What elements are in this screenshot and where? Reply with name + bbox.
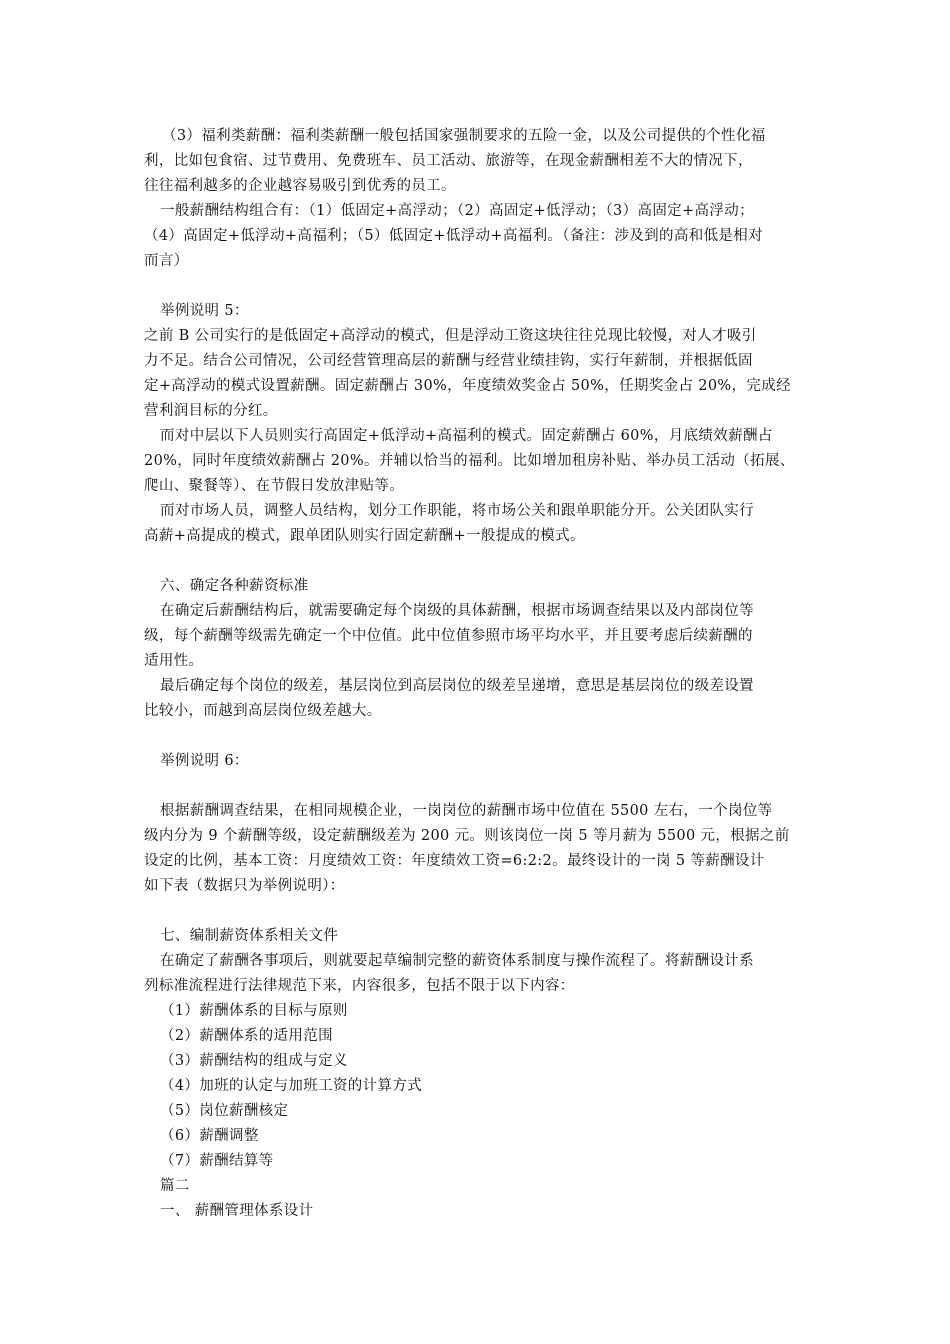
section-heading: 一、 薪酬管理体系设计 [160, 1203, 314, 1219]
paragraph-line: （3）福利类薪酬：福利类薪酬一般包括国家强制要求的五险一金，以及公司提供的个性化福 [162, 128, 766, 144]
list-item: （5）岗位薪酬核定 [160, 1103, 289, 1119]
section-heading: 举例说明 5： [160, 303, 249, 319]
paragraph-line: 设定的比例，基本工资：月度绩效工资：年度绩效工资=6:2:2。最终设计的一岗 5 等薪酬设计 [144, 853, 765, 869]
paragraph-line: 利，比如包食宿、过节费用、免费班车、员工活动、旅游等，在现金薪酬相差不大的情况下， [144, 153, 753, 169]
paragraph-line: 列标准流程进行法律规范下来，内容很多，包括不限于以下内容： [144, 978, 575, 994]
list-item: （6）薪酬调整 [160, 1128, 259, 1144]
section-heading: 七、编制薪资体系相关文件 [160, 928, 339, 944]
section-heading: 举例说明 6： [160, 753, 249, 769]
paragraph-line: 最后确定每个岗位的级差，基层岗位到高层岗位的级差呈递增，意思是基层岗位的级差设置 [160, 678, 754, 694]
paragraph-line: （4）高固定+低浮动+高福利；（5）低固定+低浮动+高福利。（备注：涉及到的高和低是相对 [144, 228, 763, 244]
paragraph-line: 而言） [144, 253, 189, 269]
paragraph-line: 营利润目标的分红。 [144, 403, 278, 419]
paragraph-line: 力不足。结合公司情况，公司经营管理高层的薪酬与经营业绩挂钩，实行年薪制，并根据低固 [144, 353, 753, 369]
paragraph-line: 高薪+高提成的模式，跟单团队则实行固定薪酬+一般提成的模式。 [144, 528, 585, 544]
paragraph-line: 比较小，而越到高层岗位级差越大。 [144, 703, 382, 719]
paragraph-line: 在确定后薪酬结构后，就需要确定每个岗级的具体薪酬，根据市场调查结果以及内部岗位等 [160, 603, 754, 619]
paragraph-line: 而对市场人员，调整人员结构，划分工作职能，将市场公关和跟单职能分开。公关团队实行 [160, 503, 754, 519]
paragraph-line: 级，每个薪酬等级需先确定一个中位值。此中位值参照市场平均水平，并且要考虑后续薪酬的 [144, 628, 753, 644]
paragraph-line: 之前 B 公司实行的是低固定+高浮动的模式，但是浮动工资这块往往兑现比较慢，对人才吸引 [144, 328, 757, 344]
paragraph-line: 定+高浮动的模式设置薪酬。固定薪酬占 30%，年度绩效奖金占 50%，任期奖金占 20%，完成经 [144, 378, 791, 394]
paragraph-line: 20%，同时年度绩效薪酬占 20%。并辅以恰当的福利。比如增加租房补贴、举办员工活动（拓展、 [144, 453, 795, 469]
paragraph-line: 如下表（数据只为举例说明）： [144, 878, 345, 894]
paragraph-line: 而对中层以下人员则实行高固定+低浮动+高福利的模式。固定薪酬占 60%，月底绩效薪酬占 [160, 428, 773, 444]
list-item: （2）薪酬体系的适用范围 [160, 1028, 333, 1044]
paragraph-line: 一般薪酬结构组合有：（1）低固定+高浮动；（2）高固定+低浮动；（3）高固定+高浮动； [160, 203, 754, 219]
paragraph-line: 在确定了薪酬各事项后，则就要起草编制完整的薪资体系制度与操作流程了。将薪酬设计系 [160, 953, 754, 969]
section-heading: 六、确定各种薪资标准 [160, 578, 309, 594]
list-item: （7）薪酬结算等 [160, 1153, 274, 1169]
paragraph-line: 往往福利越多的企业越容易吸引到优秀的员工。 [144, 178, 456, 194]
paragraph-line: 级内分为 9 个薪酬等级，设定薪酬级差为 200 元。则该岗位一岗 5 等月薪为 5500 元，根据之前 [144, 828, 790, 844]
paragraph-line: 适用性。 [144, 653, 204, 669]
section-heading: 篇二 [160, 1178, 190, 1194]
list-item: （1）薪酬体系的目标与原则 [160, 1003, 348, 1019]
paragraph-line: 根据薪酬调查结果，在相同规模企业，一岗岗位的薪酬市场中位值在 5500 左右，一个岗位等 [160, 803, 773, 819]
list-item: （4）加班的认定与加班工资的计算方式 [160, 1078, 423, 1094]
list-item: （3）薪酬结构的组成与定义 [160, 1053, 348, 1069]
paragraph-line: 爬山、聚餐等）、在节假日发放津贴等。 [144, 478, 405, 494]
